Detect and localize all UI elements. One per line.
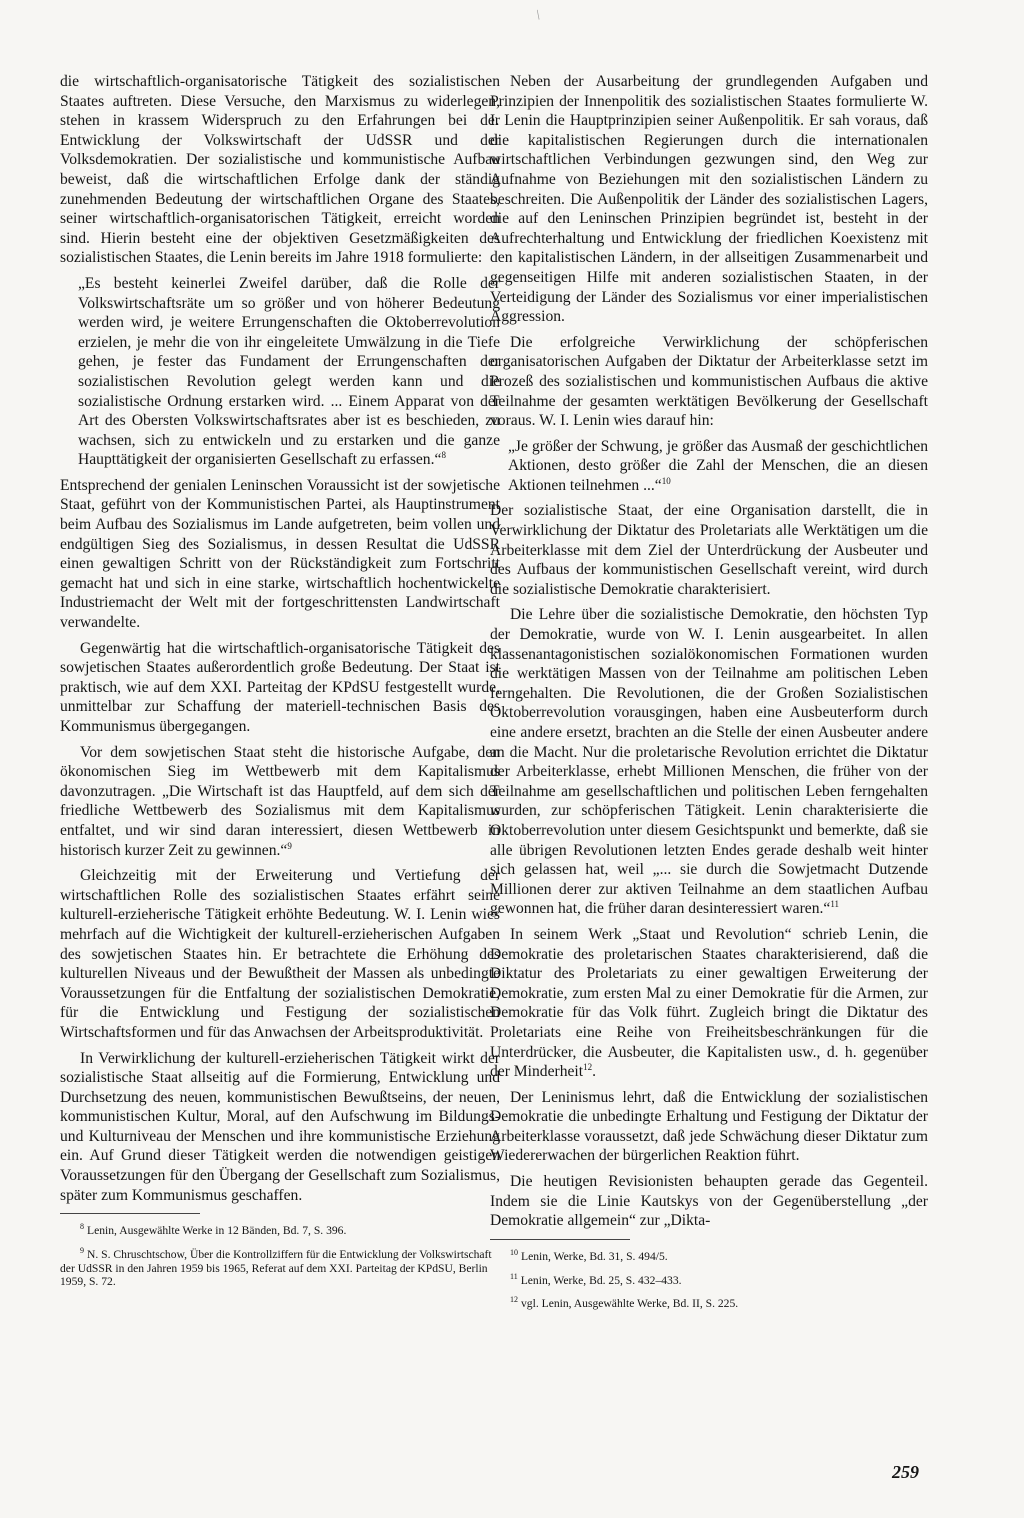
- paragraph: Die Lehre über die sozialistische Demokratie, den höchsten Typ der Demokratie, wurde von W. I. Lenin ausgearbeitet. In allen klassenantagonistischen sozialökonomischen Formationen wurden die werktätigen Massen von der Teilnahme am politischen Leben ferngehalten. Die Revolutionen, die der Großen Sozialistischen Oktoberrevolution vorausgingen, haben eine Ausbeuterform durch eine andere ersetzt, brachten an die Stelle der einen Ausbeuter andere an die Macht. Nur die proletarische Revolution errichtet die Diktatur der Arbeiterklasse, erhebt Millionen Menschen, die früher von der Teilnahme am gesellschaftlichen und politischen Leben ferngehalten wurden, zur schöpferischen Tätigkeit. Lenin charakterisierte die Oktoberrevolution unter diesem Gesichtspunkt und bemerkte, daß sie alle übrigen Revolutionen letzten Endes gerade deshalb weit hinter sich gelassen hat, weil „... sie durch die Sowjetmacht Dutzende Millionen derer zur aktiven Teilnahme an dem staatlichen Aufbau gewonnen hat, die früher daran desinteressiert waren.“$^{11}$: [490, 606, 928, 918]
- footnote: $^{11}$ Lenin, Werke, Bd. 25, S. 432–433.: [510, 1271, 682, 1287]
- footnote-divider: [490, 1239, 630, 1240]
- footnote: $^{12}$ vgl. Lenin, Ausgewählte Werke, Bd. II, S. 225.: [510, 1295, 739, 1311]
- footnote: $^8$ Lenin, Ausgewählte Werke in 12 Bänden, Bd. 7, S. 396.: [80, 1222, 347, 1238]
- paragraph: Gegenwärtig hat die wirtschaftlich-organisatorische Tätigkeit des sowjetischen Staates außerordentlich große Bedeutung. Der Staat ist praktisch, wie auf dem XXI. Parteitag der KPdSU festgestellt wurde, unmittelbar zur Schaffung der materiell-technischen Basis des Kommunismus übergegangen.: [60, 639, 500, 735]
- paragraph: In Verwirklichung der kulturell-erzieherischen Tätigkeit wirkt der sozialistische Staat allseitig auf die Formierung, Entwicklung und Durchsetzung des neuen, kommunistischen Bewußtseins, der neuen, kommunistischen Kultur, Moral, auf den Aufschwung im Bildungs- und Kulturniveau der Menschen und ihre kommunistische Erziehung ein. Auf Grund dieser Tätigkeit werden die notwendigen geistigen Voraussetzungen für den Übergang der Gesellschaft zum Sozialismus, später zum Kommunismus geschaffen.: [60, 1049, 500, 1204]
- paragraph: Die erfolgreiche Verwirklichung der schöpferischen organisatorischen Aufgaben der Diktatur der Arbeiterklasse setzt im Prozeß des sozialistischen und kommunistischen Aufbaus die aktive Teilnahme der gesamten werktätigen Bevölkerung der Gesellschaft voraus. W. I. Lenin wies darauf hin:: [490, 333, 928, 430]
- paragraph: Gleichzeitig mit der Erweiterung und Vertiefung der wirtschaftlichen Rolle des sozialistischen Staates erfährt seine kulturell-erzieherische Tätigkeit erhöhte Bedeutung. W. I. Lenin wies mehrfach auf die Wichtigkeit der kulturell-erzieherischen Aufgaben des sowjetischen Staates hin. Er betrachtete die Erhöhung des kulturellen Niveaus und der Bewußtheit der Massen als unbedingte Voraussetzungen für die Entfaltung der sozialistischen Demokratie, für die Entwicklung und Festigung der sozialistischen Wirtschaftsformen und für das Anwachsen der Arbeitsproduktivität.: [60, 867, 500, 1041]
- footnote-ref: 12: [583, 1061, 593, 1072]
- footnote-ref: 11: [830, 899, 839, 910]
- paragraph: Neben der Ausarbeitung der grundlegenden Aufgaben und Prinzipien der Innenpolitik des sozialistischen Staates formulierte W. I. Lenin die Hauptprinzipien seiner Außenpolitik. Er sah voraus, daß die kapitalistischen Regierungen durch die internationalen wirtschaftlichen Verbindungen gezwungen sind, den Weg zur Aufnahme von Beziehungen mit den sozialistischen Ländern zu beschreiten. Die Außenpolitik der Länder des sozialistischen Lagers, die auf den Leninschen Prinzipien begründet ist, besteht in der Aufrechterhaltung und Entwicklung der friedlichen Koexistenz mit den kapitalistischen Ländern, in der allseitigen Zusammenarbeit und gegenseitigen Hilfe mit anderen sozialistischen Staaten, in der Verteidigung der Länder des Sozialismus vor einer imperialistischen Aggression.: [490, 73, 928, 326]
- footnote-divider: [60, 1213, 200, 1214]
- paragraph: Vor dem sowjetischen Staat steht die historische Aufgabe, den ökonomischen Sieg im Wettbewerb mit dem Kapitalismus davonzutragen. „Die Wirtschaft ist das Hauptfeld, auf dem sich der friedliche Wettbewerb des Sozialismus mit dem Kapitalismus entfaltet, und wir sind daran interessiert, diesen Wettbewerb in historisch kurzer Zeit zu gewinnen.“$^9$: [60, 743, 500, 859]
- right-column: [490, 72, 928, 1317]
- page-mark: /: [533, 8, 545, 24]
- paragraph: In seinem Werk „Staat und Revolution“ schrieb Lenin, die Demokratie des proletarischen Staates charakterisierend, daß die Diktatur des Proletariats zu einer gewaltigen Erweiterung der Demokratie, zum ersten Mal zu einer Demokratie für die Armen, zur Demokratie für das Volk führt. Zugleich bringt die Diktatur des Proletariats eine Reihe von Freiheitsbeschränkungen für die Unterdrücker, die Ausbeuter, die Kapitalisten usw., d. h. gegenüber der Minderheit$^{12}$.: [490, 925, 928, 1081]
- quote-paragraph: „Je größer der Schwung, je größer das Ausmaß der geschichtlichen Aktionen, desto größer die Zahl der Menschen, die an diesen Aktionen teilnehmen ...“$^{10}$: [508, 437, 928, 494]
- page-number: 259: [892, 1462, 919, 1482]
- quote-paragraph: „Es besteht keinerlei Zweifel darüber, daß die Rolle der Volkswirtschaftsräte um so größer und von höherer Bedeutung werden wird, je weitere Errungenschaften die Oktoberrevolution erzielen, je mehr die von ihr eingeleitete Umwälzung in die Tiefe gehen, je fester das Fundament der Errungenschaften der sozialistischen Revolution gelegt werden kann und die sozialistische Ordnung erstarken wird. ... Einem Apparat von der Art des Obersten Volkswirtschaftsrates aber ist es beschieden, zu wachsen, sich zu entwickeln und zu erstarken und die ganze Haupttätigkeit der organisierten Gesellschaft zu erfassen.“$^8$: [78, 274, 500, 469]
- footnote-ref: 9: [287, 840, 292, 851]
- paragraph: Der Leninismus lehrt, daß die Entwicklung der sozialistischen Demokratie die unbedingte Erhaltung und Festigung der Diktatur der Arbeiterklasse voraussetzt, daß jede Schwächung dieser Diktatur zum Wiedererwachen der bürgerlichen Reaktion führt.: [490, 1088, 928, 1165]
- paragraph: Die heutigen Revisionisten behaupten gerade das Gegenteil. Indem sie die Linie Kautskys von der Gegenüberstellung „der Demokratie allgemein“ zur „Dikta-: [490, 1173, 928, 1230]
- footnote: $^{10}$ Lenin, Werke, Bd. 31, S. 494/5.: [510, 1247, 668, 1263]
- paragraph: die wirtschaftlich-organisatorische Tätigkeit des sozialistischen Staates auftreten. Diese Versuche, den Marxismus zu widerlegen, stehen in krassem Widerspruch zu den Erfahrungen bei der Entwicklung der Volkswirtschaft der UdSSR und der Volksdemokratien. Der sozialistische und kommunistische Aufbau beweist, daß die wirtschaftlichen Erfolge dank der ständig zunehmenden Bedeutung der wirtschaftlichen Organe des Staates, seiner wirtschaftlich-organisatorischen Tätigkeit, erreicht worden sind. Hierin besteht eine der objektiven Gesetzmäßigkeiten des sozialistischen Staates, die Lenin bereits im Jahre 1918 formulierte:: [60, 73, 500, 267]
- left-column: [60, 72, 500, 1295]
- paragraph: Entsprechend der genialen Leninschen Voraussicht ist der sowjetische Staat, geführt von der Kommunistischen Partei, als Hauptinstrument beim Aufbau des Sozialismus im Lande aufgetreten, beim vollen und endgültigen Sieg des Sozialismus, in dessen Resultat die UdSSR einen gewaltigen Schritt von der Rückständigkeit zum Fortschritt gemacht hat und sich in eine starke, wirtschaftlich hochentwickelte Industriemacht der Welt mit der fortgeschrittensten Landwirtschaft verwandelte.: [60, 476, 500, 632]
- footnote: $^9$ N. S. Chruschtschow, Über die Kontrollziffern für die Entwicklung der Volkswirtschaft der UdSSR in den Jahren 1959 bis 1965, Referat auf dem XXI. Parteitag der KPdSU, Berlin 1959, S. 72.: [60, 1245, 492, 1289]
- footnote-ref: 8: [441, 450, 446, 461]
- paragraph: Der sozialistische Staat, der eine Organisation darstellt, die in Verwirklichung der Diktatur des Proletariats alle Werktätigen um die Arbeiterklasse mit dem Ziel der Unterdrückung der Ausbeuter und des Aufbaus der kommunistischen Gesellschaft vereint, wird durch die sozialistische Demokratie charakterisiert.: [490, 502, 928, 598]
- footnote-ref: 10: [661, 475, 671, 486]
